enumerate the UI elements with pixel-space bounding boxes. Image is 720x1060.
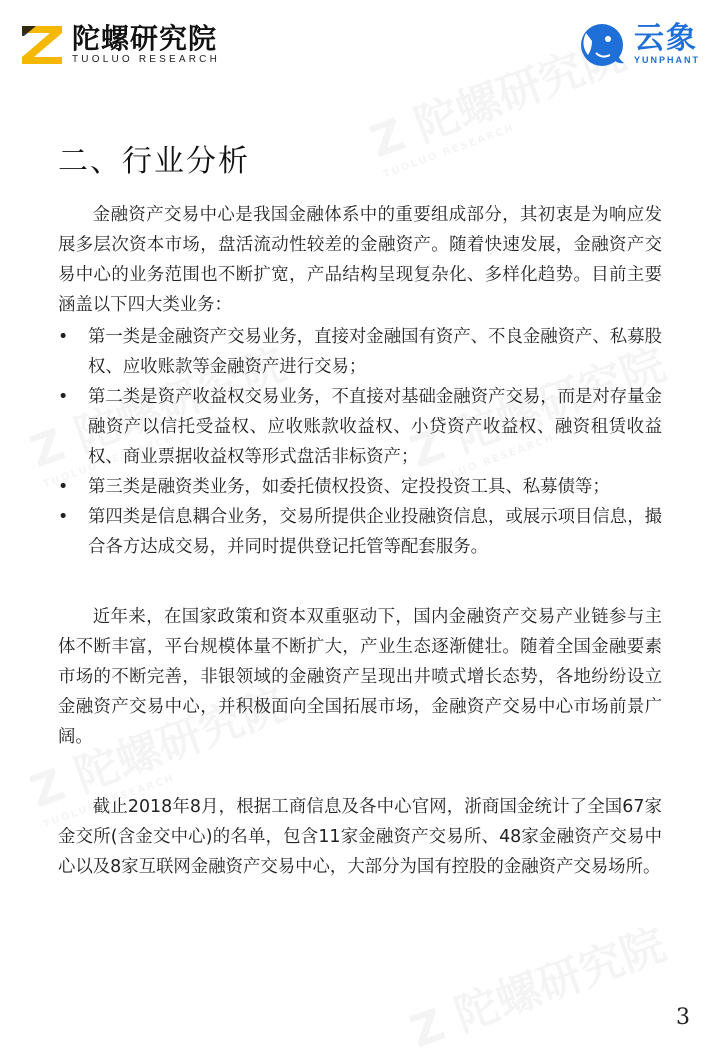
logo-left-cn: 陀螺研究院 bbox=[72, 22, 218, 55]
intro-paragraph: 金融资产交易中心是我国金融体系中的重要组成部分，其初衷是为响应发展多层次资本市场，盘活流动性较差的金融资产。随着快速发展，金融资产交易中心的业务范围也不断扩宽，产品结构呈现复杂化、多样化趋势。目前主要涵盖以下四大类业务： bbox=[58, 205, 662, 315]
list-item: • 第四类是信息耦合业务，交易所提供企业投融资信息，或展示项目信息，撮合各方达成交易，并同时提供登记托管等配套服务。 bbox=[58, 502, 662, 562]
logo-left-en: TUOLUO RESEARCH bbox=[72, 54, 221, 65]
body-content bbox=[58, 200, 662, 882]
list-item: • 第二类是资产收益权交易业务，不直接对基础金融资产交易，而是对存量金融资产以信托受益权、应收账款收益权、小贷资产收益权、融资租赁收益权、商业票据收益权等形式盘活非标资产； bbox=[58, 382, 662, 472]
logo-right-en: YUNPHANT bbox=[633, 55, 700, 65]
statistics-paragraph: 截止2018年8月，根据工商信息及各中心官网，浙商国金统计了全国67家金交所(含金交中心)的名单，包含11家金融资产交易所、48家金融资产交易中心以及8家互联网金融资产交易中心，大部分为国有控股的金融资产交易场所。 bbox=[58, 797, 662, 877]
page-number: 3 bbox=[676, 1005, 690, 1030]
yunphant-logo bbox=[578, 20, 700, 70]
logo-right-cn: 云象 bbox=[633, 21, 698, 56]
market-paragraph: 近年来，在国家政策和资本双重驱动下，国内金融资产交易产业链参与主体不断丰富，平台规模体量不断扩大，产业生态逐渐健壮。随着全国金融要素市场的不断完善，非银领域的金融资产呈现出井喷式增长态势，各地纷纷设立金融资产交易中心，并积极面向全国拓展市场，金融资产交易中心市场前景广阔。 bbox=[58, 607, 662, 747]
business-list bbox=[58, 322, 662, 562]
list-item: • 第一类是金融资产交易业务，直接对金融国有资产、不良金融资产、私募股权、应收账款等金融资产进行交易； bbox=[58, 322, 662, 382]
list-item: • 第三类是融资类业务，如委托债权投资、定投投资工具、私募债等； bbox=[58, 472, 662, 502]
elephant-icon bbox=[578, 21, 630, 69]
z-logo-icon bbox=[18, 24, 66, 66]
section-heading: 二、行业分析 bbox=[58, 144, 250, 179]
tuoluo-logo bbox=[18, 20, 220, 70]
watermark bbox=[400, 909, 673, 1060]
